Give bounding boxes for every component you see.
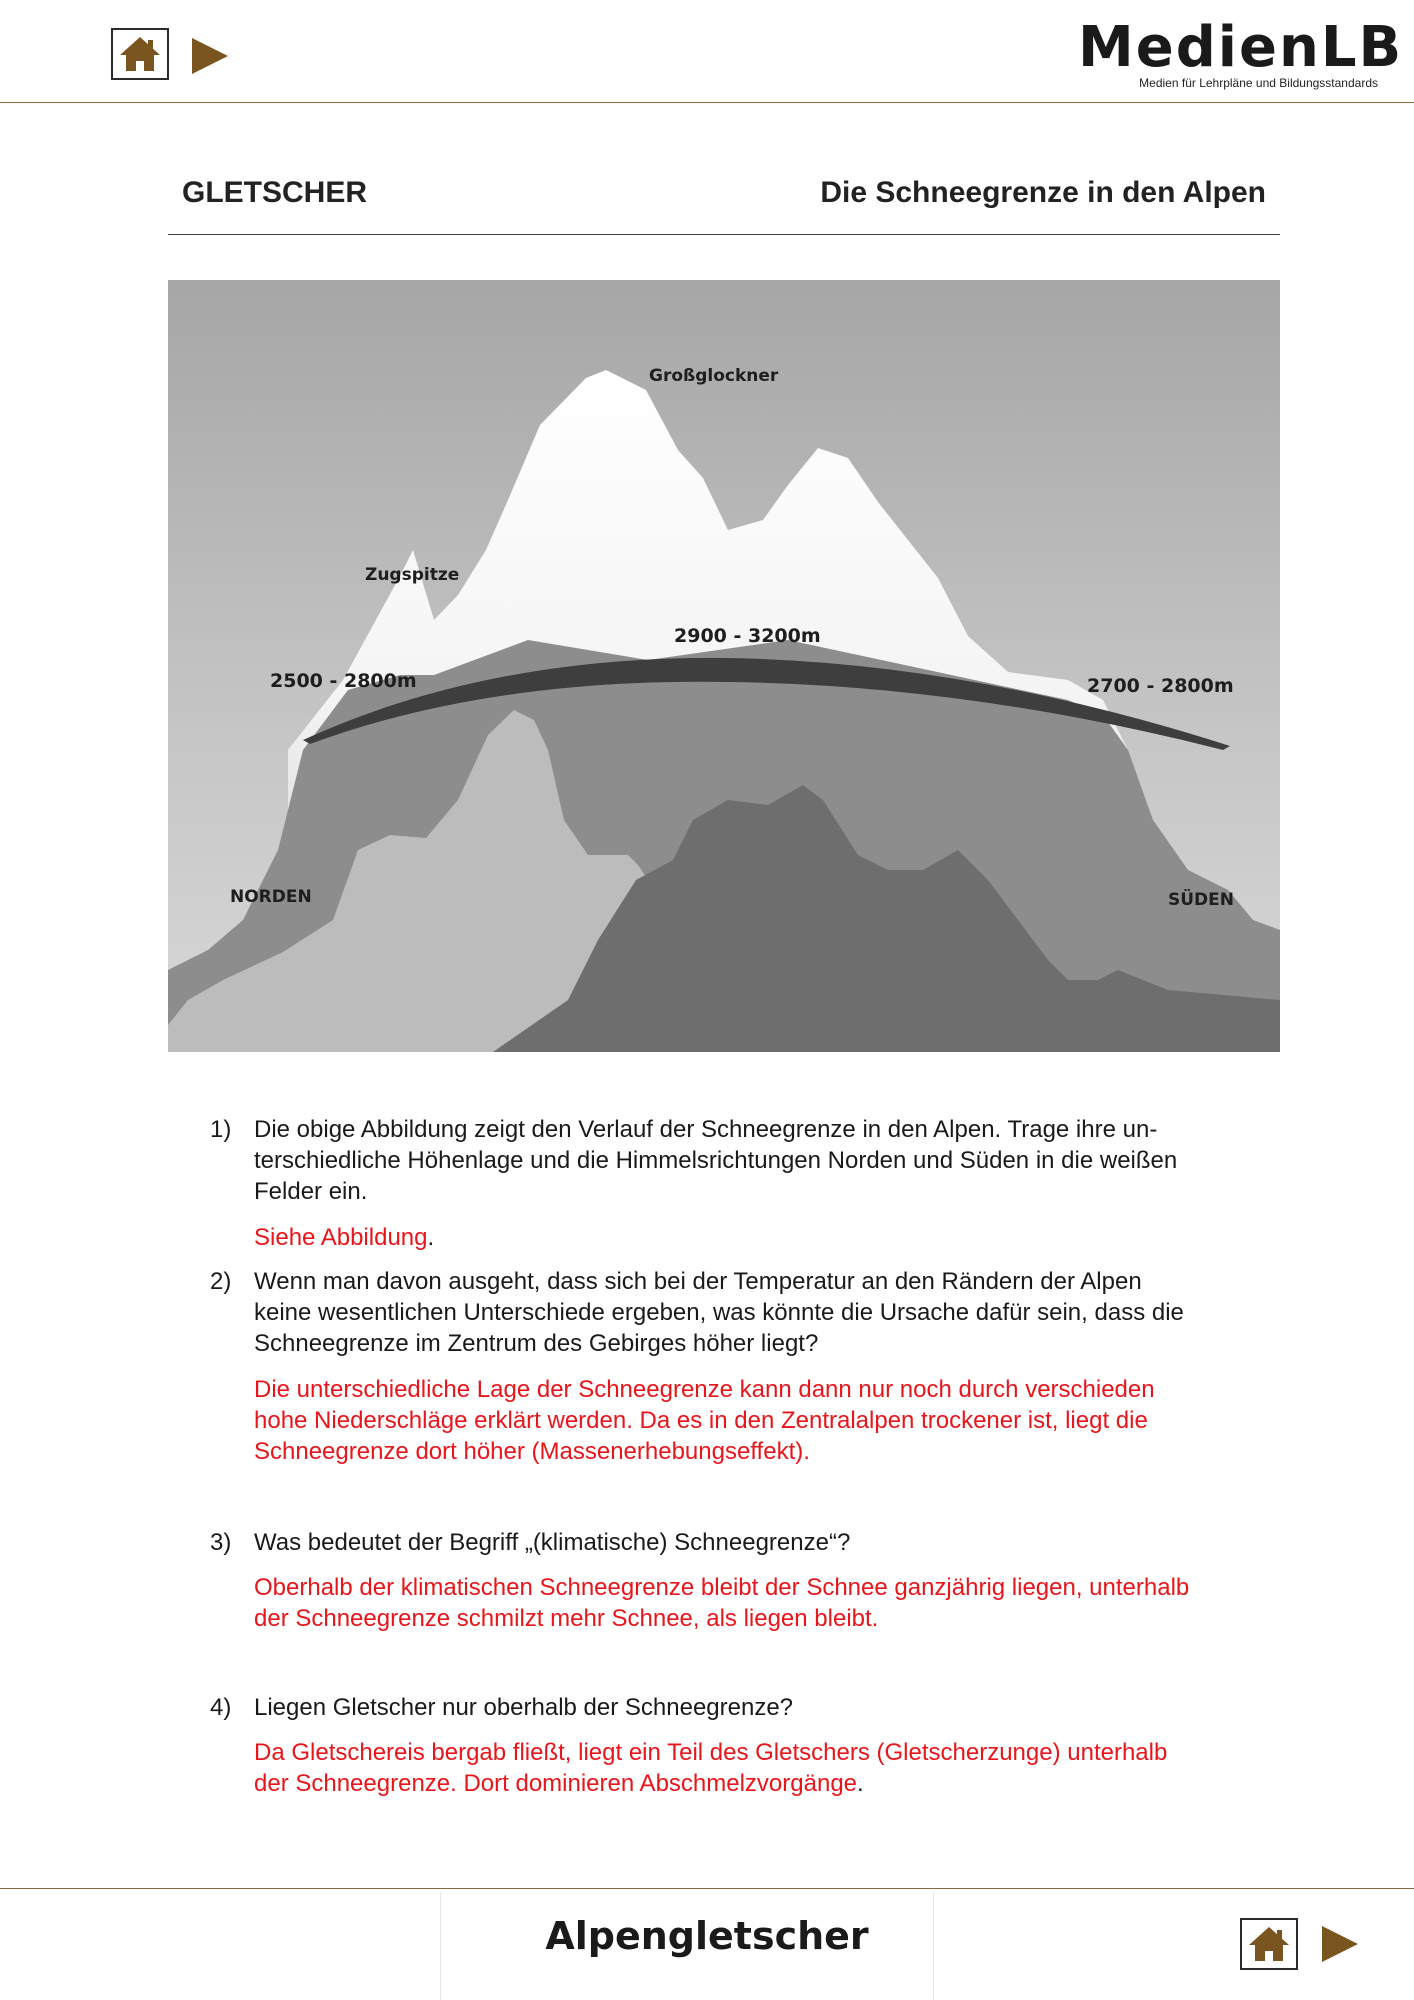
label-grossglockner: Großglockner — [649, 366, 779, 386]
page-topic: Die Schneegrenze in den Alpen — [820, 176, 1266, 209]
footer-title: Alpengletscher — [545, 1914, 869, 1958]
snowline-figure — [168, 280, 1280, 1052]
label-north: NORDEN — [230, 887, 312, 907]
footer-rule — [0, 1888, 1414, 1889]
footer-home-button[interactable] — [1240, 1918, 1298, 1970]
label-snowline-center: 2900 - 3200m — [674, 625, 821, 647]
answer-3: Oberhalb der klimatischen Schneegrenze bleibt der Schnee ganzjährig liegen, unterhalb der Schneegrenze schmilzt mehr Schnee, als liegen bleibt. — [254, 1574, 1190, 1632]
logo-subtitle: Medien für Lehrpläne und Bildungsstandards — [1139, 76, 1378, 90]
header-rule — [0, 102, 1414, 103]
home-icon — [118, 35, 162, 73]
next-page-button[interactable] — [190, 36, 230, 76]
home-button[interactable] — [111, 28, 169, 80]
question-text: Was bedeutet der Begriff „(klimatische) Schneegrenze“? — [254, 1529, 851, 1556]
triangle-right-icon — [192, 38, 228, 74]
label-snowline-north: 2500 - 2800m — [270, 670, 417, 692]
triangle-right-icon — [1322, 1926, 1358, 1962]
label-snowline-south: 2700 - 2800m — [1087, 675, 1234, 697]
question-text: Die obige Abbildung zeigt den Verlauf der Schneegrenze in den Alpen. Trage ihre un- terschiedliche Höhenlage und die Himmelsrichtungen Norden und Süden in die weißen Felder ein. — [254, 1116, 1178, 1205]
snowline-illustration — [168, 280, 1280, 1052]
question-number: 2) — [210, 1268, 232, 1295]
question-number: 1) — [210, 1116, 232, 1143]
question-number: 3) — [210, 1529, 232, 1556]
question-text: Liegen Gletscher nur oberhalb der Schneegrenze? — [254, 1694, 794, 1721]
label-south: SÜDEN — [1168, 890, 1234, 910]
answer-4: Da Gletschereis bergab fließt, liegt ein Teil des Gletschers (Gletscherzunge) unterhalb der Schneegrenze. Dort dominieren Abschmelzvorgänge. — [254, 1739, 1168, 1797]
footer-next-page-button[interactable] — [1320, 1924, 1360, 1964]
label-zugspitze: Zugspitze — [365, 565, 460, 585]
answer-1: Siehe Abbildung. — [254, 1224, 435, 1251]
answer-2: Die unterschiedliche Lage der Schneegrenze kann dann nur noch durch verschieden hohe Niederschläge erklärt werden. Da es in den Zentralalpen trockener ist, liegt die Schneegrenze dort höher (Massenerhebungseffekt). — [254, 1376, 1155, 1465]
home-icon — [1247, 1925, 1291, 1963]
question-text: Wenn man davon ausgeht, dass sich bei der Temperatur an den Rändern der Alpen keine wesentlichen Unterschiede ergeben, was könnte die Ursache dafür sein, dass die Schneegrenze im Zentrum des Gebirges höher liegt? — [254, 1268, 1184, 1357]
section-title: GLETSCHER — [182, 176, 368, 209]
logo: MedienLB — [1078, 15, 1404, 80]
question-number: 4) — [210, 1694, 232, 1721]
title-rule — [168, 234, 1280, 235]
